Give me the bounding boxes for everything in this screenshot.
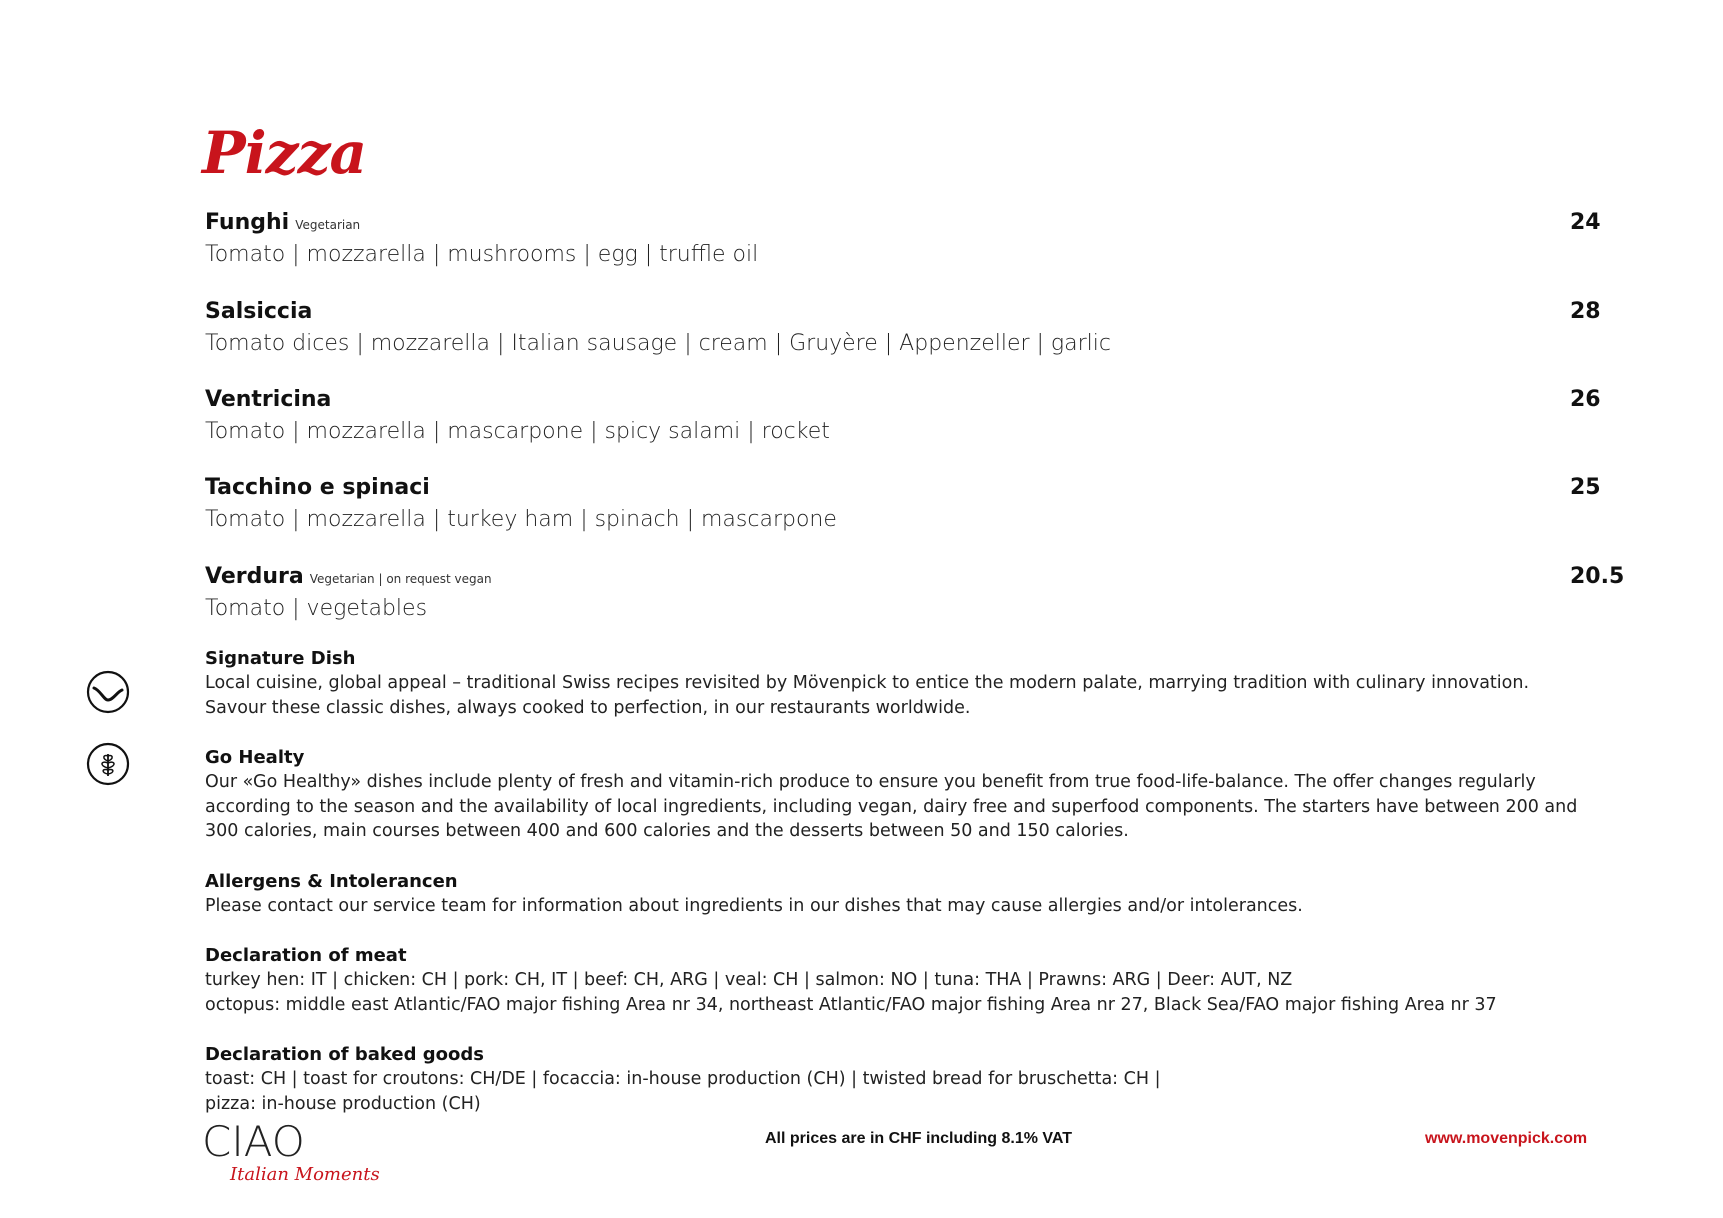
info-line: according to the season and the availability of local ingredients, including vegan, dairy free and superfood components. The starters have between 200 and bbox=[205, 796, 1578, 817]
info-text bbox=[205, 770, 1625, 844]
dish-item bbox=[205, 387, 1625, 447]
info-signature-dish bbox=[205, 647, 1625, 720]
dish-item bbox=[205, 475, 1625, 535]
dish-name: Tacchino e spinaci bbox=[205, 475, 430, 500]
dish-description: Tomato dices | mozzarella | Italian sausage | cream | Gruyère | Appenzeller | garlic bbox=[205, 331, 1111, 356]
info-text bbox=[205, 1067, 1625, 1116]
go-healthy-leaf-icon bbox=[86, 742, 130, 786]
info-heading: Declaration of baked goods bbox=[205, 1044, 484, 1065]
dish-tag: Vegetarian bbox=[295, 218, 361, 232]
info-line: Our «Go Healthy» dishes include plenty of fresh and vitamin-rich produce to ensure you benefit from true food-life-balance. The offer changes regularly bbox=[205, 772, 1536, 792]
info-line: turkey hen: IT | chicken: CH | pork: CH, IT | beef: CH, ARG | veal: CH | salmon: NO | tuna: THA | Prawns: ARG | Deer: AUT, NZ bbox=[205, 970, 1293, 990]
dish-name: Verdura bbox=[205, 564, 304, 589]
dish-description: Tomato | vegetables bbox=[205, 596, 428, 621]
ciao-logo bbox=[200, 1118, 380, 1188]
info-line: Please contact our service team for information about ingredients in our dishes that may cause allergies and/or intolerances. bbox=[205, 896, 1303, 916]
info-declaration-meat bbox=[205, 944, 1625, 1017]
dish-tag: Vegetarian | on request vegan bbox=[309, 572, 492, 586]
info-line: toast: CH | toast for croutons: CH/DE | focaccia: in-house production (CH) | twisted bread for bruschetta: CH | bbox=[205, 1069, 1161, 1089]
dish-price: 20.5 bbox=[1570, 564, 1625, 589]
dish-description: Tomato | mozzarella | mascarpone | spicy salami | rocket bbox=[205, 419, 830, 444]
info-heading: Allergens & Intolerancen bbox=[205, 871, 458, 892]
info-allergens bbox=[205, 870, 1625, 919]
info-line: 300 calories, main courses between 400 and 600 calories and the desserts between 50 and 150 calories. bbox=[205, 821, 1129, 841]
dish-name: Salsiccia bbox=[205, 299, 313, 324]
info-heading: Go Healty bbox=[205, 747, 305, 768]
dish-name: Funghi bbox=[205, 210, 290, 235]
info-line: Local cuisine, global appeal – traditional Swiss recipes revisited by Mövenpick to entice the modern palate, marrying tradition with culinary innovation. bbox=[205, 673, 1530, 693]
dish-item bbox=[205, 564, 1625, 624]
info-line: Savour these classic dishes, always cooked to perfection, in our restaurants worldwide. bbox=[205, 697, 971, 718]
dish-item bbox=[205, 210, 1625, 270]
dish-item bbox=[205, 299, 1625, 359]
dish-price: 26 bbox=[1570, 387, 1601, 412]
info-declaration-baked-goods bbox=[205, 1043, 1625, 1116]
logo-main-text: CIAO bbox=[202, 1118, 305, 1166]
info-text bbox=[205, 968, 1625, 1017]
dish-price: 24 bbox=[1570, 210, 1601, 235]
info-heading: Signature Dish bbox=[205, 648, 356, 669]
website-link[interactable]: www.movenpick.com bbox=[1425, 1130, 1588, 1147]
info-go-healthy bbox=[205, 746, 1625, 844]
info-text bbox=[205, 894, 1625, 919]
dish-price: 25 bbox=[1570, 475, 1601, 500]
signature-dish-icon bbox=[86, 670, 130, 714]
info-text bbox=[205, 671, 1625, 720]
info-line: pizza: in-house production (CH) bbox=[205, 1093, 481, 1114]
dish-description: Tomato | mozzarella | turkey ham | spinach | mascarpone bbox=[205, 507, 837, 532]
info-heading: Declaration of meat bbox=[205, 945, 407, 966]
dish-price: 28 bbox=[1570, 299, 1601, 324]
vat-note: All prices are in CHF including 8.1% VAT bbox=[765, 1130, 1073, 1147]
dish-description: Tomato | mozzarella | mushrooms | egg | truffle oil bbox=[205, 242, 759, 267]
section-title: Pizza bbox=[202, 119, 367, 187]
dish-name: Ventricina bbox=[205, 387, 332, 412]
info-line: octopus: middle east Atlantic/FAO major fishing Area nr 34, northeast Atlantic/FAO major fishing Area nr 27, Black Sea/FAO major fishing Area nr 37 bbox=[205, 994, 1497, 1015]
logo-sub-text: Italian Moments bbox=[230, 1164, 380, 1185]
